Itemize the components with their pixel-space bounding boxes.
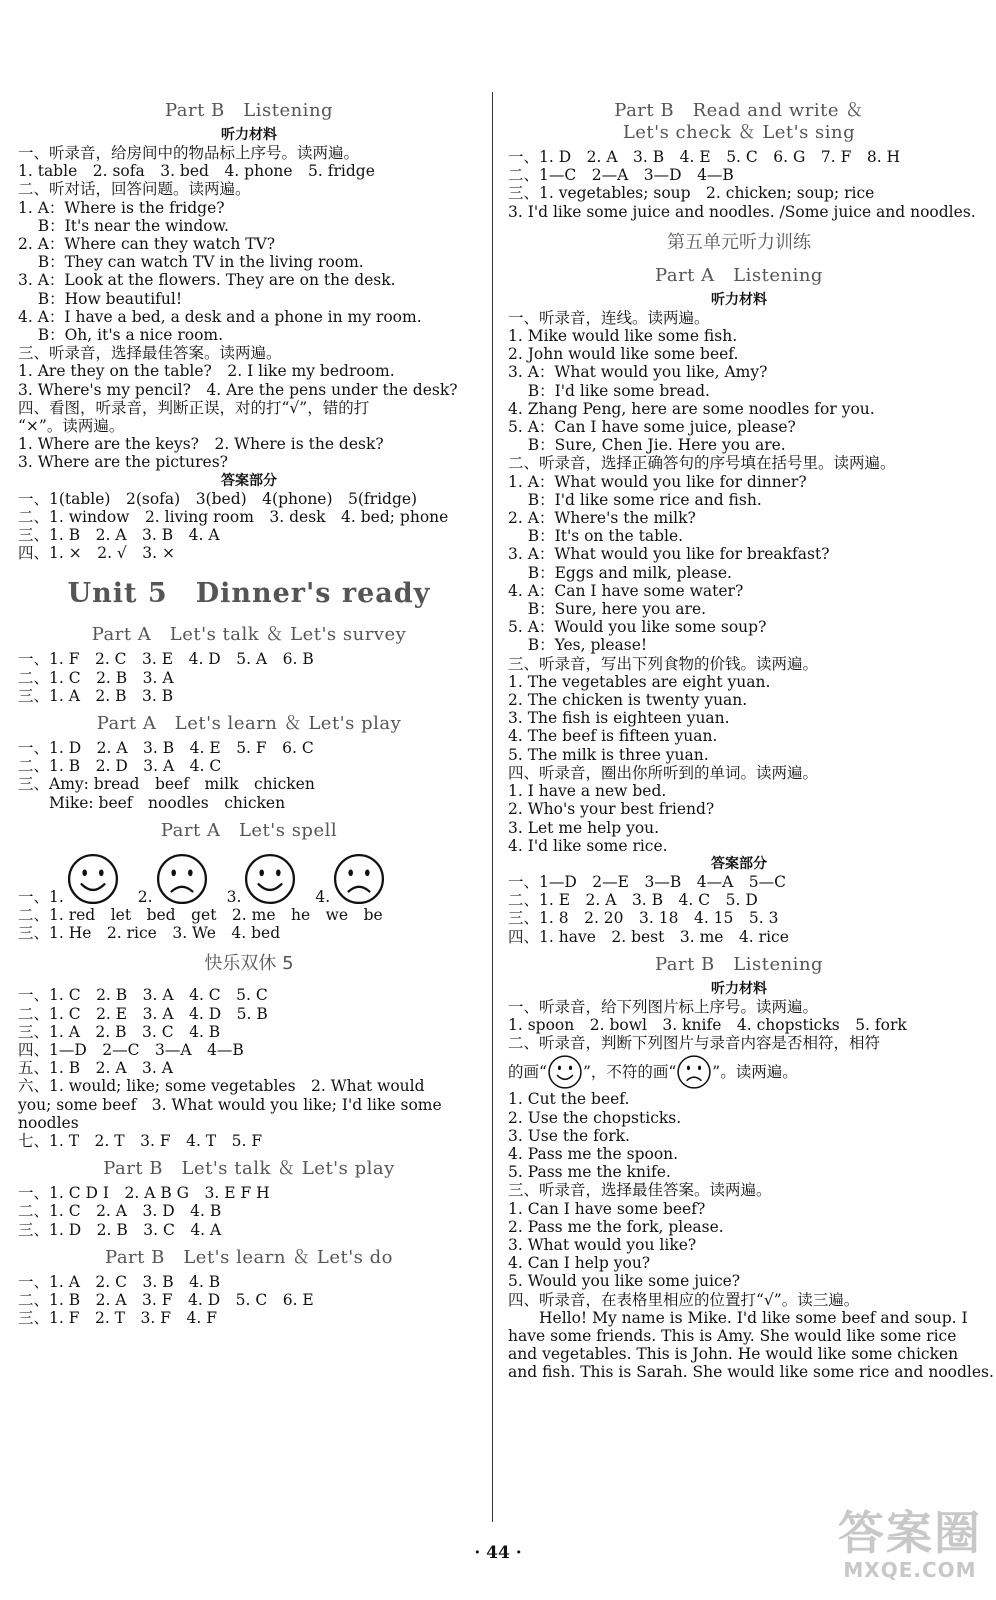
sad-face-icon: [155, 852, 209, 906]
text-line: 5. A：Would you like some soup?: [508, 618, 767, 637]
text-line: 二、1. B 2. A 3. F 4. D 5. C 6. E: [18, 1290, 314, 1309]
text-line: 3. Use the fork.: [508, 1126, 630, 1145]
text-line: 三、1. F 2. T 3. F 4. F: [18, 1309, 217, 1328]
text-line: 三、Amy: bread beef milk chicken: [18, 775, 315, 794]
text-line: 1. The vegetables are eight yuan.: [508, 672, 771, 691]
smiley-face-icon: [66, 852, 120, 906]
text-line: 3. Let me help you.: [508, 818, 660, 837]
text-line: 3. Where's my pencil? 4. Are the pens under the desk?: [18, 380, 458, 399]
text-line: B：Eggs and milk, please.: [508, 563, 732, 582]
text-line: 一、1. C D I 2. A B G 3. E F H: [18, 1184, 270, 1203]
text-line: 1. A：What would you like for dinner?: [508, 472, 807, 491]
text-line: Hello! My name is Mike. I'd like some beef and soup. I: [508, 1308, 968, 1327]
text-line: 四、1. × 2. √ 3. ×: [18, 544, 175, 563]
text-line: 2. A：Where can they watch TV?: [18, 235, 276, 254]
instruction-line-with-faces: [508, 1052, 970, 1090]
text-line: 4. Pass me the spoon.: [508, 1144, 679, 1163]
text-line: B：Yes, please!: [508, 636, 648, 655]
page-number: · 44 ·: [474, 1543, 522, 1563]
text-line: 三、1. B 2. A 3. B 4. A: [18, 526, 220, 545]
text-line: 4. Can I help you?: [508, 1254, 651, 1273]
text-line: 5. Pass me the knife.: [508, 1163, 671, 1182]
text-line: 5. A：Can I have some juice, please?: [508, 418, 796, 437]
text-line: 四、听录音，在表格里相应的位置打“√”。读三遍。: [508, 1290, 860, 1309]
text-line: 一、1(table) 2(sofa) 3(bed) 4(phone) 5(fridge): [18, 489, 418, 508]
text-line: 四、1—D 2—C 3—A 4—B: [18, 1040, 244, 1059]
face-option-number: 4.: [315, 887, 331, 906]
text-line: 3. I'd like some juice and noodles. /Some juice and noodles.: [508, 202, 976, 221]
section-heading: Part A Let's talk ＆ Let's survey: [91, 624, 407, 646]
text-line: 三、听录音，选择最佳答案。读两遍。: [18, 344, 282, 363]
text-line: 3. Where are the pictures?: [18, 453, 228, 472]
text-line: B：Oh, it's a nice room.: [18, 326, 224, 345]
text-line: 四、1. have 2. best 3. me 4. rice: [508, 927, 789, 946]
text-line: 二、听对话，回答问题。读两遍。: [18, 180, 251, 199]
section-heading: Part B Listening: [654, 953, 824, 975]
watermark-text: 答案圈: [838, 1506, 982, 1560]
face-option: [138, 852, 209, 906]
sad-face-icon: [332, 852, 386, 906]
text-line: and vegetables. This is John. He would like some chicken: [508, 1345, 959, 1364]
text-line: 四、听录音，圈出你所听到的单词。读两遍。: [508, 763, 819, 782]
text-line: you; some beef 3. What would you like; I'd like some: [18, 1095, 442, 1114]
text-line: 二、1. E 2. A 3. B 4. C 5. D: [508, 891, 758, 910]
text-line: 2. Who's your best friend?: [508, 800, 715, 819]
face-option: [315, 852, 386, 906]
listening-material-heading: 听力材料: [221, 127, 277, 143]
text-line: 4. Zhang Peng, here are some noodles for you.: [508, 399, 875, 418]
text-line: 3. A：What would you like, Amy?: [508, 363, 768, 382]
text-line: 5. The milk is three yuan.: [508, 745, 709, 764]
instruction-text: ”。读两遍。: [712, 1063, 798, 1082]
text-line: 六、1. would; like; some vegetables 2. What would: [18, 1077, 425, 1096]
text-line: 1. spoon 2. bowl 3. knife 4. chopsticks 5. fork: [508, 1015, 907, 1034]
face-options-row: [18, 846, 480, 906]
smiley-face-icon: [547, 1054, 583, 1090]
text-line: 1. Are they on the table? 2. I like my bedroom.: [18, 362, 395, 381]
section-heading: Part B Listening: [164, 100, 334, 121]
text-line: 三、听录音，选择最佳答案。读两遍。: [508, 1181, 772, 1200]
text-line: 三、1. He 2. rice 3. We 4. bed: [18, 924, 281, 943]
watermark: [838, 1508, 982, 1582]
text-line: 四、看图，听录音，判断正误，对的打“√”，错的打: [18, 398, 370, 417]
section-heading: Part A Let's learn ＆ Let's play: [96, 713, 402, 735]
text-line: 4. A：I have a bed, a desk and a phone in my room.: [18, 307, 422, 326]
watermark-url: MXQE.COM: [843, 1558, 977, 1582]
text-line: Mike: beef noodles chicken: [18, 793, 286, 812]
text-line: 三、1. 8 2. 20 3. 18 4. 15 5. 3: [508, 909, 779, 928]
text-line: B：I'd like some rice and fish.: [508, 490, 762, 509]
text-line: 5. Would you like some juice?: [508, 1272, 741, 1291]
section-heading: Part B Let's talk ＆ Let's play: [103, 1158, 395, 1180]
text-line: 一、1—D 2—E 3—B 4—A 5—C: [508, 872, 786, 891]
text-line: 二、1. window 2. living room 3. desk 4. bed; phone: [18, 507, 449, 526]
chinese-section-heading: 第五单元听力训练: [667, 231, 811, 253]
answer-section-heading: 答案部分: [221, 472, 277, 489]
text-line: B：It's near the window.: [18, 216, 229, 235]
column-divider: [492, 92, 493, 1522]
text-line: 3. What would you like?: [508, 1235, 697, 1254]
section-heading: Part B Let's learn ＆ Let's do: [105, 1246, 393, 1268]
text-line: 五、1. B 2. A 3. A: [18, 1059, 173, 1078]
answer-section-heading: 答案部分: [711, 855, 767, 872]
text-line: 二、1—C 2—A 3—D 4—B: [508, 166, 734, 185]
text-line: and fish. This is Sarah. She would like some rice and noodles.: [508, 1363, 994, 1382]
text-line: 3. A：Look at the flowers. They are on the desk.: [18, 271, 396, 290]
listening-material-heading: 听力材料: [711, 291, 767, 308]
smiley-face-icon: [243, 852, 297, 906]
sad-face-icon: [676, 1054, 712, 1090]
text-line: 三、1. A 2. B 3. C 4. B: [18, 1022, 221, 1041]
text-line: noodles: [18, 1113, 79, 1132]
text-line: 一、1. D 2. A 3. B 4. E 5. C 6. G 7. F 8. H: [508, 148, 901, 166]
face-option-number: 2.: [137, 887, 153, 906]
text-line: 一、1. C 2. B 3. A 4. C 5. C: [18, 986, 268, 1005]
text-line: 一、1. A 2. C 3. B 4. B: [18, 1272, 221, 1291]
text-line: 1. table 2. sofa 3. bed 4. phone 5. fridge: [18, 162, 375, 181]
left-column: [18, 92, 480, 1327]
text-line: 3. The fish is eighteen yuan.: [508, 709, 730, 728]
face-option-number: 一、1.: [18, 887, 64, 906]
chinese-section-heading: 快乐双休 5: [204, 953, 294, 975]
text-line: 三、1. D 2. B 3. C 4. A: [18, 1220, 222, 1239]
section-heading: Part A Let's spell: [160, 819, 338, 841]
text-line: B：They can watch TV in the living room.: [18, 253, 364, 272]
text-line: 1. I have a new bed.: [508, 782, 667, 801]
section-heading: Let's check ＆ Let's sing: [622, 122, 856, 143]
face-option: [18, 852, 120, 906]
text-line: 七、1. T 2. T 3. F 4. T 5. F: [18, 1131, 263, 1150]
text-line: 一、听录音，给房间中的物品标上序号。读两遍。: [18, 144, 360, 162]
text-line: B：I'd like some bread.: [508, 381, 710, 400]
text-line: 一、听录音，给下列图片标上序号。读两遍。: [508, 997, 819, 1016]
text-line: 2. Pass me the fork, please.: [508, 1217, 724, 1236]
text-line: 1. A：Where is the fridge?: [18, 198, 225, 217]
text-line: 二、1. C 2. B 3. A: [18, 668, 174, 687]
text-line: B：How beautiful!: [18, 289, 183, 308]
text-line: 二、1. B 2. D 3. A 4. C: [18, 757, 222, 776]
text-line: 2. John would like some beef.: [508, 345, 739, 364]
text-line: 二、1. C 2. E 3. A 4. D 5. B: [18, 1004, 268, 1023]
section-heading: Part B Read and write ＆: [614, 100, 864, 121]
text-line: 2. The chicken is twenty yuan.: [508, 691, 748, 710]
text-line: 3. A：What would you like for breakfast?: [508, 545, 830, 564]
face-option-number: 3.: [226, 887, 242, 906]
text-line: 1. Where are the keys? 2. Where is the desk?: [18, 435, 384, 454]
text-line: 一、1. D 2. A 3. B 4. E 5. F 6. C: [18, 739, 314, 758]
instruction-text: ”，不符的画“: [582, 1063, 677, 1082]
text-line: have some friends. This is Amy. She would like some rice: [508, 1326, 957, 1345]
text-line: 二、1. C 2. A 3. D 4. B: [18, 1202, 222, 1221]
text-line: 4. The beef is fifteen yuan.: [508, 727, 718, 746]
text-line: 2. A：Where's the milk?: [508, 509, 696, 528]
text-line: 一、1. F 2. C 3. E 4. D 5. A 6. B: [18, 650, 314, 669]
text-line: 1. Mike would like some fish.: [508, 327, 738, 346]
text-line: 4. I'd like some rice.: [508, 836, 668, 855]
text-line: 三、听录音，写出下列食物的价钱。读两遍。: [508, 654, 819, 673]
unit-title: Unit 5 Dinner's ready: [67, 578, 431, 610]
section-heading: Part A Listening: [655, 264, 823, 286]
text-line: B：Sure, here you are.: [508, 600, 707, 619]
text-line: 4. A：Can I have some water?: [508, 581, 744, 600]
text-line: 2. Use the chopsticks.: [508, 1108, 682, 1127]
text-line: 一、听录音，连线。读两遍。: [508, 308, 710, 327]
text-line: 三、1. vegetables; soup 2. chicken; soup; rice: [508, 184, 875, 203]
text-line: 二、听录音，判断下列图片与录音内容是否相符，相符: [508, 1034, 881, 1053]
text-line: B：Sure, Chen Jie. Here you are.: [508, 436, 786, 455]
text-line: B：It's on the table.: [508, 527, 684, 546]
face-option: [227, 852, 298, 906]
text-line: 1. Can I have some beef?: [508, 1199, 706, 1218]
text-line: 二、听录音，选择正确答句的序号填在括号里。读两遍。: [508, 454, 896, 473]
right-column: [508, 92, 994, 1382]
listening-material-heading: 听力材料: [711, 980, 767, 997]
instruction-text: 的画“: [508, 1063, 547, 1082]
text-line: 二、1. red let bed get 2. me he we be: [18, 905, 383, 924]
text-line: 1. Cut the beef.: [508, 1090, 630, 1109]
text-line: “×”。读两遍。: [18, 417, 125, 436]
text-line: 三、1. A 2. B 3. B: [18, 686, 174, 705]
